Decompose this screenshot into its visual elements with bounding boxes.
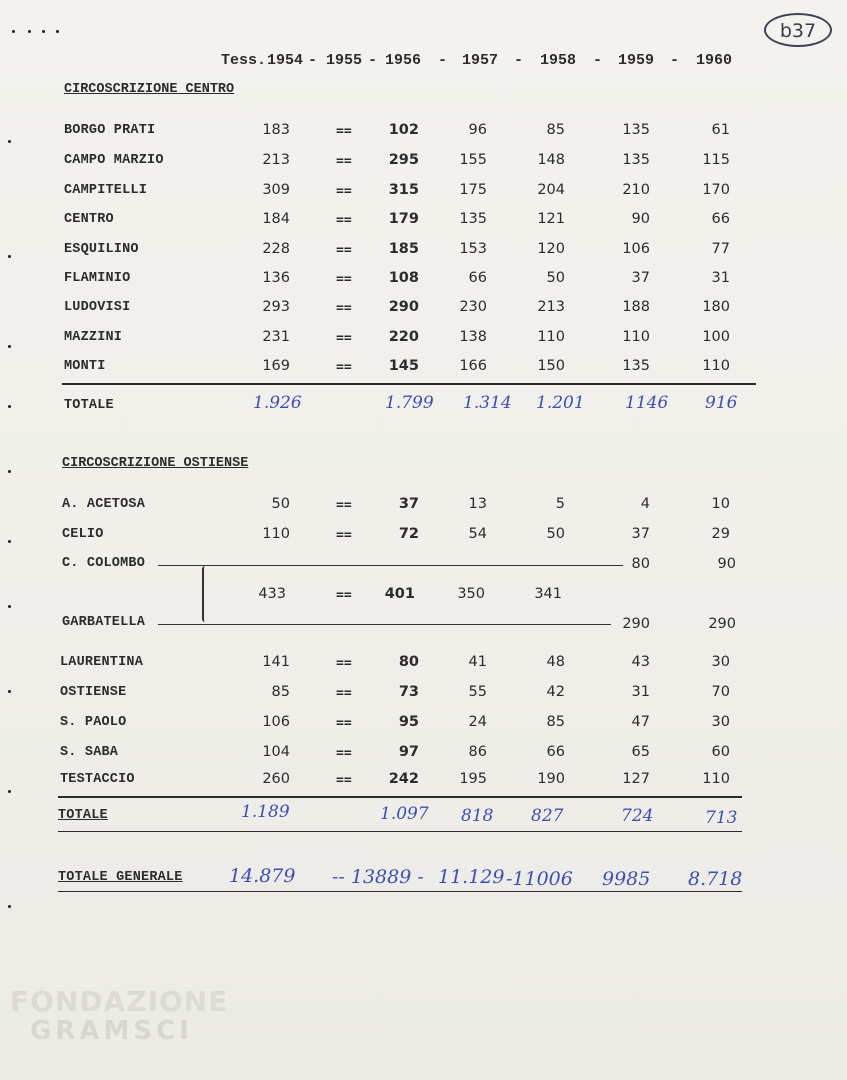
row-value-1957: 138 [459, 329, 487, 345]
row-value-1956: 73 [398, 684, 419, 700]
header-dash: - [368, 52, 378, 69]
row-value-1960: 170 [702, 182, 730, 198]
row-value-1960: 66 [711, 211, 730, 227]
year-1957: 1957 [462, 52, 499, 69]
row-value-1956: 290 [388, 299, 419, 315]
row-value-1954: 183 [262, 122, 290, 138]
row-value-1955: == [336, 331, 352, 346]
row-value-1960: 30 [711, 714, 730, 730]
row-label: LUDOVISI [64, 300, 131, 315]
row-label: LAURENTINA [60, 655, 144, 670]
centro-total-1957: 1.314 [463, 393, 512, 413]
row-value-1960: 180 [702, 299, 730, 315]
grouped-1957: 350 [457, 586, 485, 602]
year-1959: 1959 [618, 52, 655, 69]
row-value-1955: == [336, 301, 352, 316]
row-label: S. SABA [60, 745, 119, 760]
grand-total-1958: -11006 [506, 868, 573, 890]
row-value-1955: == [336, 243, 352, 258]
punch-mark [8, 470, 11, 473]
row-value-1955: == [336, 154, 352, 169]
row-value-1959: 31 [631, 684, 650, 700]
row-value-1955: == [336, 746, 352, 761]
ostiense-total-1956: 1.097 [380, 804, 429, 824]
row-value-1956: 295 [388, 152, 419, 168]
row-value-1959: 47 [631, 714, 650, 730]
grand-total-underline [58, 891, 742, 892]
header-dash: - [438, 52, 448, 69]
row-value-1959: 37 [631, 270, 650, 286]
row-value-1960: 77 [711, 241, 730, 257]
row-value-1955: == [336, 213, 352, 228]
row-value-1958: 42 [546, 684, 565, 700]
year-1955: 1955 [326, 52, 363, 69]
row-value-1954: 85 [271, 684, 290, 700]
centro-total-rule [62, 383, 756, 385]
page-number: b37 [779, 20, 817, 42]
row-value-1956: 108 [388, 270, 419, 286]
year-1958: 1958 [540, 52, 577, 69]
punch-mark [8, 905, 11, 908]
grand-total-1959: 9985 [602, 868, 651, 890]
row-value-1956: 37 [398, 496, 419, 512]
row-value-1959: 65 [631, 744, 650, 760]
row-value-1954: 106 [262, 714, 290, 730]
group-brace [202, 566, 210, 622]
row-value-1954: 228 [262, 241, 290, 257]
centro-total-label: TOTALE [64, 398, 114, 413]
watermark-line2: GRAMSCI [30, 1016, 193, 1046]
row-value-1955: == [336, 716, 352, 731]
row-label: ESQUILINO [64, 242, 139, 257]
grouped-1956: 401 [384, 586, 415, 602]
row-value-1959: 127 [622, 771, 650, 787]
row-value-1954: 136 [262, 270, 290, 286]
row-value-1956: 95 [398, 714, 419, 730]
punch-mark [8, 790, 11, 793]
row-value-1957: 41 [468, 654, 487, 670]
row-value-1956: 72 [398, 526, 419, 542]
row-value-1957: 54 [468, 526, 487, 542]
row-value-1955: == [336, 773, 352, 788]
punch-mark [56, 30, 59, 33]
row-value-1958: 120 [537, 241, 565, 257]
row-label: FLAMINIO [64, 271, 131, 286]
header-dash: - [308, 52, 318, 69]
row-value-1957: 153 [459, 241, 487, 257]
punch-mark [8, 605, 11, 608]
centro-total-1958: 1.201 [536, 393, 585, 413]
row-value-1960: 100 [702, 329, 730, 345]
punch-mark [8, 345, 11, 348]
row-value-1956: 220 [388, 329, 419, 345]
row-value-1954: 231 [262, 329, 290, 345]
row-value-1958: 85 [546, 122, 565, 138]
row-value-1959: 37 [631, 526, 650, 542]
row-value-1958: 121 [537, 211, 565, 227]
row-value-1959: 110 [622, 329, 650, 345]
row-value-1959: 210 [622, 182, 650, 198]
row-value-1957: 55 [468, 684, 487, 700]
row-value-1958: 66 [546, 744, 565, 760]
row-value-1954: 169 [262, 358, 290, 374]
grand-total-label: TOTALE GENERALE [58, 870, 183, 885]
row-value-1960: 30 [711, 654, 730, 670]
colombo-line [158, 565, 623, 566]
punch-mark [8, 405, 11, 408]
garbatella-label: GARBATELLA [62, 615, 146, 630]
row-label: MAZZINI [64, 330, 123, 345]
year-1954: 1954 [267, 52, 304, 69]
row-value-1958: 190 [537, 771, 565, 787]
ostiense-total-1960: 713 [705, 808, 738, 828]
row-value-1956: 185 [388, 241, 419, 257]
punch-mark [12, 30, 15, 33]
row-label: OSTIENSE [60, 685, 127, 700]
row-value-1956: 242 [388, 771, 419, 787]
row-value-1957: 155 [459, 152, 487, 168]
row-value-1959: 90 [631, 211, 650, 227]
row-label: S. PAOLO [60, 715, 127, 730]
header-dash: - [670, 52, 680, 69]
header-tess-label: Tess. [221, 52, 267, 69]
row-value-1958: 204 [537, 182, 565, 198]
garbatella-line [158, 624, 611, 625]
row-value-1960: 29 [711, 526, 730, 542]
row-value-1954: 293 [262, 299, 290, 315]
row-value-1957: 13 [468, 496, 487, 512]
row-value-1959: 135 [622, 122, 650, 138]
colombo-1959: 80 [631, 556, 650, 572]
row-value-1955: == [336, 686, 352, 701]
punch-mark [8, 140, 11, 143]
row-value-1954: 260 [262, 771, 290, 787]
row-value-1958: 110 [537, 329, 565, 345]
ostiense-total-1959: 724 [621, 806, 654, 826]
row-value-1956: 97 [398, 744, 419, 760]
row-label: CAMPO MARZIO [64, 153, 164, 168]
row-value-1958: 48 [546, 654, 565, 670]
row-value-1960: 10 [711, 496, 730, 512]
row-value-1957: 66 [468, 270, 487, 286]
row-value-1959: 188 [622, 299, 650, 315]
row-value-1959: 135 [622, 152, 650, 168]
row-label: MONTI [64, 359, 106, 374]
ostiense-total-underline [58, 831, 742, 832]
grand-total-1956: -- 13889 - [332, 866, 424, 888]
row-label: TESTACCIO [60, 772, 135, 787]
row-value-1955: == [336, 272, 352, 287]
garbatella-1960: 290 [708, 616, 736, 632]
row-value-1957: 96 [468, 122, 487, 138]
row-value-1958: 50 [546, 270, 565, 286]
row-value-1957: 230 [459, 299, 487, 315]
row-value-1954: 213 [262, 152, 290, 168]
row-value-1960: 61 [711, 122, 730, 138]
punch-mark [8, 540, 11, 543]
row-value-1955: == [336, 528, 352, 543]
grouped-1954: 433 [258, 586, 286, 602]
colombo-label: C. COLOMBO [62, 556, 146, 571]
row-value-1960: 70 [711, 684, 730, 700]
row-value-1959: 106 [622, 241, 650, 257]
section-title-ostiense: CIRCOSCRIZIONE OSTIENSE [62, 456, 249, 471]
row-value-1960: 110 [702, 358, 730, 374]
row-value-1954: 110 [262, 526, 290, 542]
row-value-1956: 145 [388, 358, 419, 374]
row-label: CELIO [62, 527, 104, 542]
row-value-1955: == [336, 184, 352, 199]
row-value-1958: 150 [537, 358, 565, 374]
row-value-1959: 43 [631, 654, 650, 670]
row-value-1955: == [336, 656, 352, 671]
grouped-1958: 341 [534, 586, 562, 602]
year-1960: 1960 [696, 52, 733, 69]
centro-total-1959: 1146 [625, 393, 669, 413]
row-value-1957: 24 [468, 714, 487, 730]
grand-total-1957: 11.129 [438, 866, 505, 888]
row-value-1954: 141 [262, 654, 290, 670]
grouped-1955: == [336, 588, 352, 603]
ostiense-total-1957: 818 [461, 806, 494, 826]
row-value-1960: 115 [702, 152, 730, 168]
ostiense-total-rule [58, 796, 742, 798]
ostiense-total-1954: 1.189 [241, 802, 290, 822]
row-value-1958: 5 [555, 496, 565, 512]
row-value-1958: 148 [537, 152, 565, 168]
centro-total-1954: 1.926 [253, 393, 302, 413]
row-value-1955: == [336, 498, 352, 513]
row-value-1956: 315 [388, 182, 419, 198]
grand-total-1954: 14.879 [229, 865, 296, 887]
row-value-1957: 166 [459, 358, 487, 374]
header-dash: - [514, 52, 524, 69]
row-value-1960: 110 [702, 771, 730, 787]
watermark-line1: FONDAZIONE [10, 985, 229, 1018]
row-value-1959: 135 [622, 358, 650, 374]
row-label: A. ACETOSA [62, 497, 146, 512]
punch-mark [8, 255, 11, 258]
row-value-1954: 184 [262, 211, 290, 227]
row-value-1959: 4 [640, 496, 650, 512]
row-value-1957: 135 [459, 211, 487, 227]
row-value-1957: 175 [459, 182, 487, 198]
row-value-1958: 85 [546, 714, 565, 730]
row-value-1954: 309 [262, 182, 290, 198]
row-value-1954: 50 [271, 496, 290, 512]
row-label: BORGO PRATI [64, 123, 156, 138]
punch-mark [28, 30, 31, 33]
punch-mark [8, 690, 11, 693]
row-value-1958: 213 [537, 299, 565, 315]
row-value-1954: 104 [262, 744, 290, 760]
row-value-1958: 50 [546, 526, 565, 542]
row-value-1956: 102 [388, 122, 419, 138]
year-1956: 1956 [385, 52, 422, 69]
grand-total-1960: 8.718 [688, 868, 743, 890]
row-value-1960: 60 [711, 744, 730, 760]
punch-mark [42, 30, 45, 33]
section-title-centro: CIRCOSCRIZIONE CENTRO [64, 82, 235, 97]
centro-total-1960: 916 [705, 393, 738, 413]
row-value-1960: 31 [711, 270, 730, 286]
row-value-1956: 80 [398, 654, 419, 670]
garbatella-1959: 290 [622, 616, 650, 632]
row-value-1956: 179 [388, 211, 419, 227]
ostiense-total-label: TOTALE [58, 808, 108, 823]
header-dash: - [593, 52, 603, 69]
ostiense-total-1958: 827 [531, 806, 564, 826]
row-value-1957: 86 [468, 744, 487, 760]
row-label: CENTRO [64, 212, 114, 227]
row-value-1955: == [336, 124, 352, 139]
row-value-1957: 195 [459, 771, 487, 787]
row-value-1955: == [336, 360, 352, 375]
centro-total-1956: 1.799 [385, 393, 434, 413]
row-label: CAMPITELLI [64, 183, 148, 198]
colombo-1960: 90 [717, 556, 736, 572]
